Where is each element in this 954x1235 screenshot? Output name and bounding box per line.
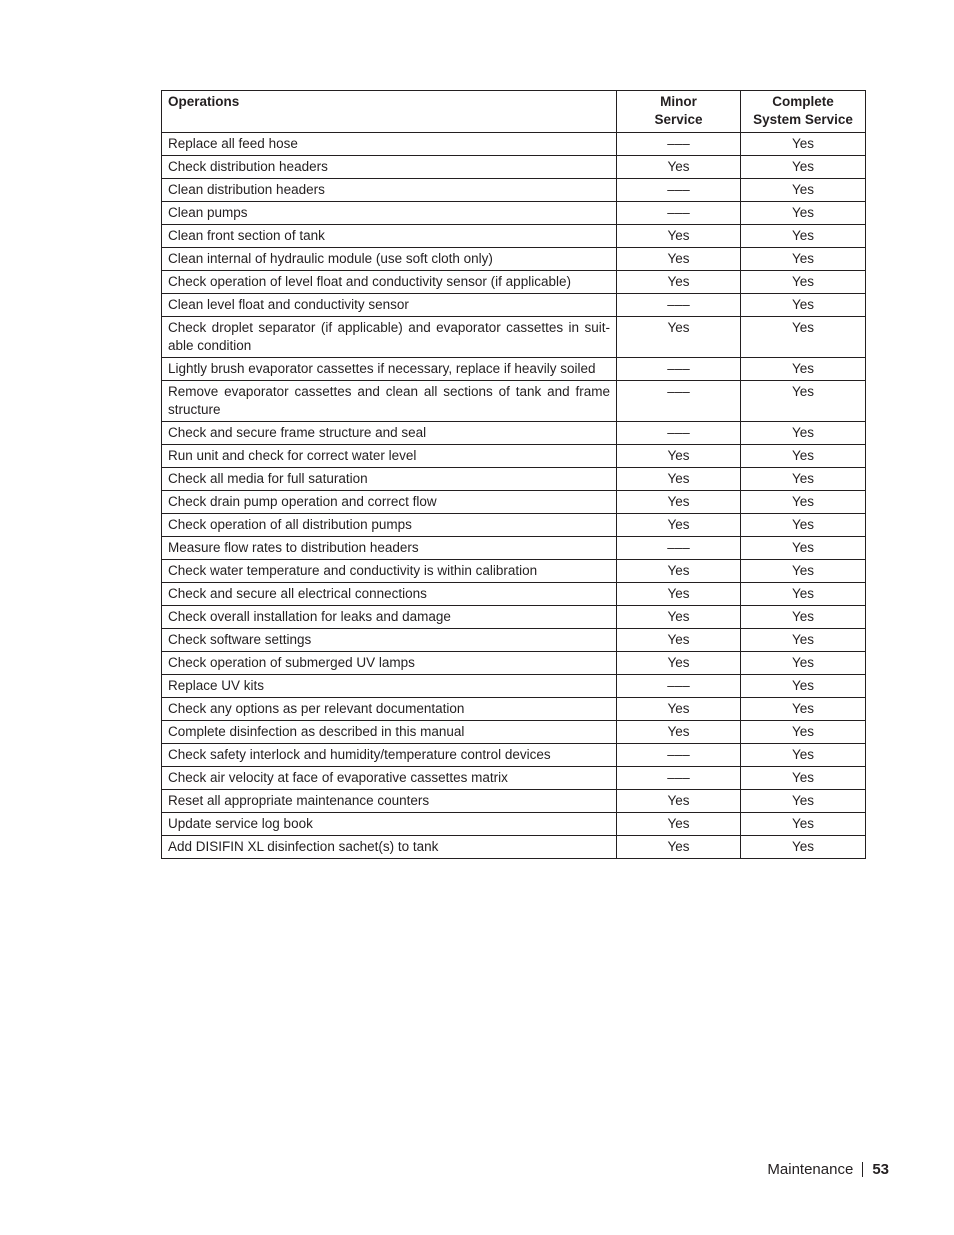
complete-service-cell: Yes [741,629,866,652]
complete-service-cell: Yes [741,767,866,790]
operation-cell: Clean internal of hydraulic module (use soft cloth only) [162,248,617,271]
operation-cell: Complete disinfection as described in this manual [162,721,617,744]
table-row [162,629,866,652]
minor-service-cell: Yes [617,491,741,514]
minor-service-cell: ––– [617,422,741,445]
complete-service-cell: Yes [741,813,866,836]
operation-cell: Run unit and check for correct water level [162,445,617,468]
complete-service-cell: Yes [741,202,866,225]
complete-service-cell: Yes [741,606,866,629]
table-row [162,381,866,422]
operation-cell: Check overall installation for leaks and damage [162,606,617,629]
operation-cell: Measure flow rates to distribution headers [162,537,617,560]
table-row [162,317,866,358]
complete-service-cell: Yes [741,445,866,468]
table-row [162,514,866,537]
operation-cell: Check air velocity at face of evaporative cassettes matrix [162,767,617,790]
table-row [162,836,866,859]
minor-service-cell: Yes [617,317,741,358]
table-row [162,537,866,560]
operation-cell: Check distribution headers [162,156,617,179]
header-minor-line2: Service [654,112,703,127]
minor-service-cell: Yes [617,629,741,652]
complete-service-cell: Yes [741,156,866,179]
table-row [162,606,866,629]
table-row [162,358,866,381]
table-row [162,560,866,583]
operation-cell: Check water temperature and conductivity is within calibration [162,560,617,583]
table-row [162,248,866,271]
maintenance-operations-table [161,90,866,859]
header-complete-service [741,91,866,133]
operation-cell: Clean pumps [162,202,617,225]
complete-service-cell: Yes [741,358,866,381]
table-row [162,652,866,675]
complete-service-cell: Yes [741,652,866,675]
operation-cell: Check any options as per relevant documentation [162,698,617,721]
complete-service-cell: Yes [741,271,866,294]
complete-service-cell: Yes [741,514,866,537]
minor-service-cell: Yes [617,248,741,271]
complete-service-cell: Yes [741,422,866,445]
complete-service-cell: Yes [741,491,866,514]
operation-cell: Check software settings [162,629,617,652]
footer-section-title: Maintenance [767,1161,854,1178]
operation-cell: Check drain pump operation and correct flow [162,491,617,514]
minor-service-cell: Yes [617,514,741,537]
header-operations: Operations [162,91,617,133]
complete-service-cell: Yes [741,836,866,859]
table-row [162,225,866,248]
complete-service-cell: Yes [741,721,866,744]
table-row [162,271,866,294]
table-row [162,202,866,225]
minor-service-cell: Yes [617,698,741,721]
minor-service-cell: Yes [617,583,741,606]
minor-service-cell: Yes [617,560,741,583]
table-row [162,491,866,514]
minor-service-cell: ––– [617,744,741,767]
complete-service-cell: Yes [741,675,866,698]
table-row [162,422,866,445]
table-row [162,744,866,767]
table-row [162,294,866,317]
minor-service-cell: Yes [617,271,741,294]
operation-cell: Replace UV kits [162,675,617,698]
table-row [162,179,866,202]
complete-service-cell: Yes [741,468,866,491]
header-complete-line2: System Service [753,112,853,127]
operation-cell: Reset all appropriate maintenance counters [162,790,617,813]
minor-service-cell: Yes [617,156,741,179]
footer-separator [862,1162,863,1177]
minor-service-cell: Yes [617,836,741,859]
operation-cell: Check operation of all distribution pumps [162,514,617,537]
table-header [162,91,866,133]
operation-cell: Clean level float and conductivity sensor [162,294,617,317]
operation-cell: Lightly brush evaporator cassettes if necessary, replace if heavily soiled [162,358,617,381]
operation-cell: Remove evaporator cassettes and clean all sections of tank and frame structure [162,381,617,422]
complete-service-cell: Yes [741,381,866,422]
complete-service-cell: Yes [741,790,866,813]
minor-service-cell: Yes [617,652,741,675]
table-row [162,445,866,468]
minor-service-cell: Yes [617,445,741,468]
minor-service-cell: ––– [617,133,741,156]
complete-service-cell: Yes [741,560,866,583]
complete-service-cell: Yes [741,537,866,560]
table-row [162,813,866,836]
operation-cell: Check and secure frame structure and seal [162,422,617,445]
complete-service-cell: Yes [741,248,866,271]
operation-cell: Replace all feed hose [162,133,617,156]
minor-service-cell: ––– [617,294,741,317]
minor-service-cell: Yes [617,225,741,248]
minor-service-cell: ––– [617,675,741,698]
complete-service-cell: Yes [741,133,866,156]
complete-service-cell: Yes [741,179,866,202]
table-row [162,721,866,744]
operation-cell: Clean front section of tank [162,225,617,248]
complete-service-cell: Yes [741,317,866,358]
operation-cell: Add DISIFIN XL disinfection sachet(s) to tank [162,836,617,859]
table-row [162,767,866,790]
operation-cell: Check and secure all electrical connections [162,583,617,606]
complete-service-cell: Yes [741,225,866,248]
operation-cell: Clean distribution headers [162,179,617,202]
table-body [162,133,866,859]
minor-service-cell: Yes [617,813,741,836]
table-row [162,156,866,179]
table-row [162,790,866,813]
table-row [162,583,866,606]
operation-cell: Check all media for full saturation [162,468,617,491]
minor-service-cell: ––– [617,179,741,202]
page-number: 53 [872,1161,889,1178]
operation-cell: Check operation of level float and conductivity sensor (if applicable) [162,271,617,294]
page-footer [767,1161,889,1178]
operation-cell: Check safety interlock and humidity/temperature control devices [162,744,617,767]
table-row [162,675,866,698]
minor-service-cell: ––– [617,767,741,790]
complete-service-cell: Yes [741,294,866,317]
table-row [162,133,866,156]
minor-service-cell: ––– [617,381,741,422]
header-minor-line1: Minor [660,94,697,109]
table-row [162,698,866,721]
complete-service-cell: Yes [741,583,866,606]
minor-service-cell: ––– [617,358,741,381]
table-row [162,468,866,491]
operation-cell: Update service log book [162,813,617,836]
minor-service-cell: Yes [617,790,741,813]
header-minor-service [617,91,741,133]
header-complete-line1: Complete [772,94,834,109]
minor-service-cell: ––– [617,202,741,225]
operation-cell: Check operation of submerged UV lamps [162,652,617,675]
minor-service-cell: ––– [617,537,741,560]
operation-cell: Check droplet separator (if applicable) and evaporator cassettes in suit-able condition [162,317,617,358]
minor-service-cell: Yes [617,606,741,629]
minor-service-cell: Yes [617,468,741,491]
header-row [162,91,866,133]
minor-service-cell: Yes [617,721,741,744]
complete-service-cell: Yes [741,744,866,767]
complete-service-cell: Yes [741,698,866,721]
